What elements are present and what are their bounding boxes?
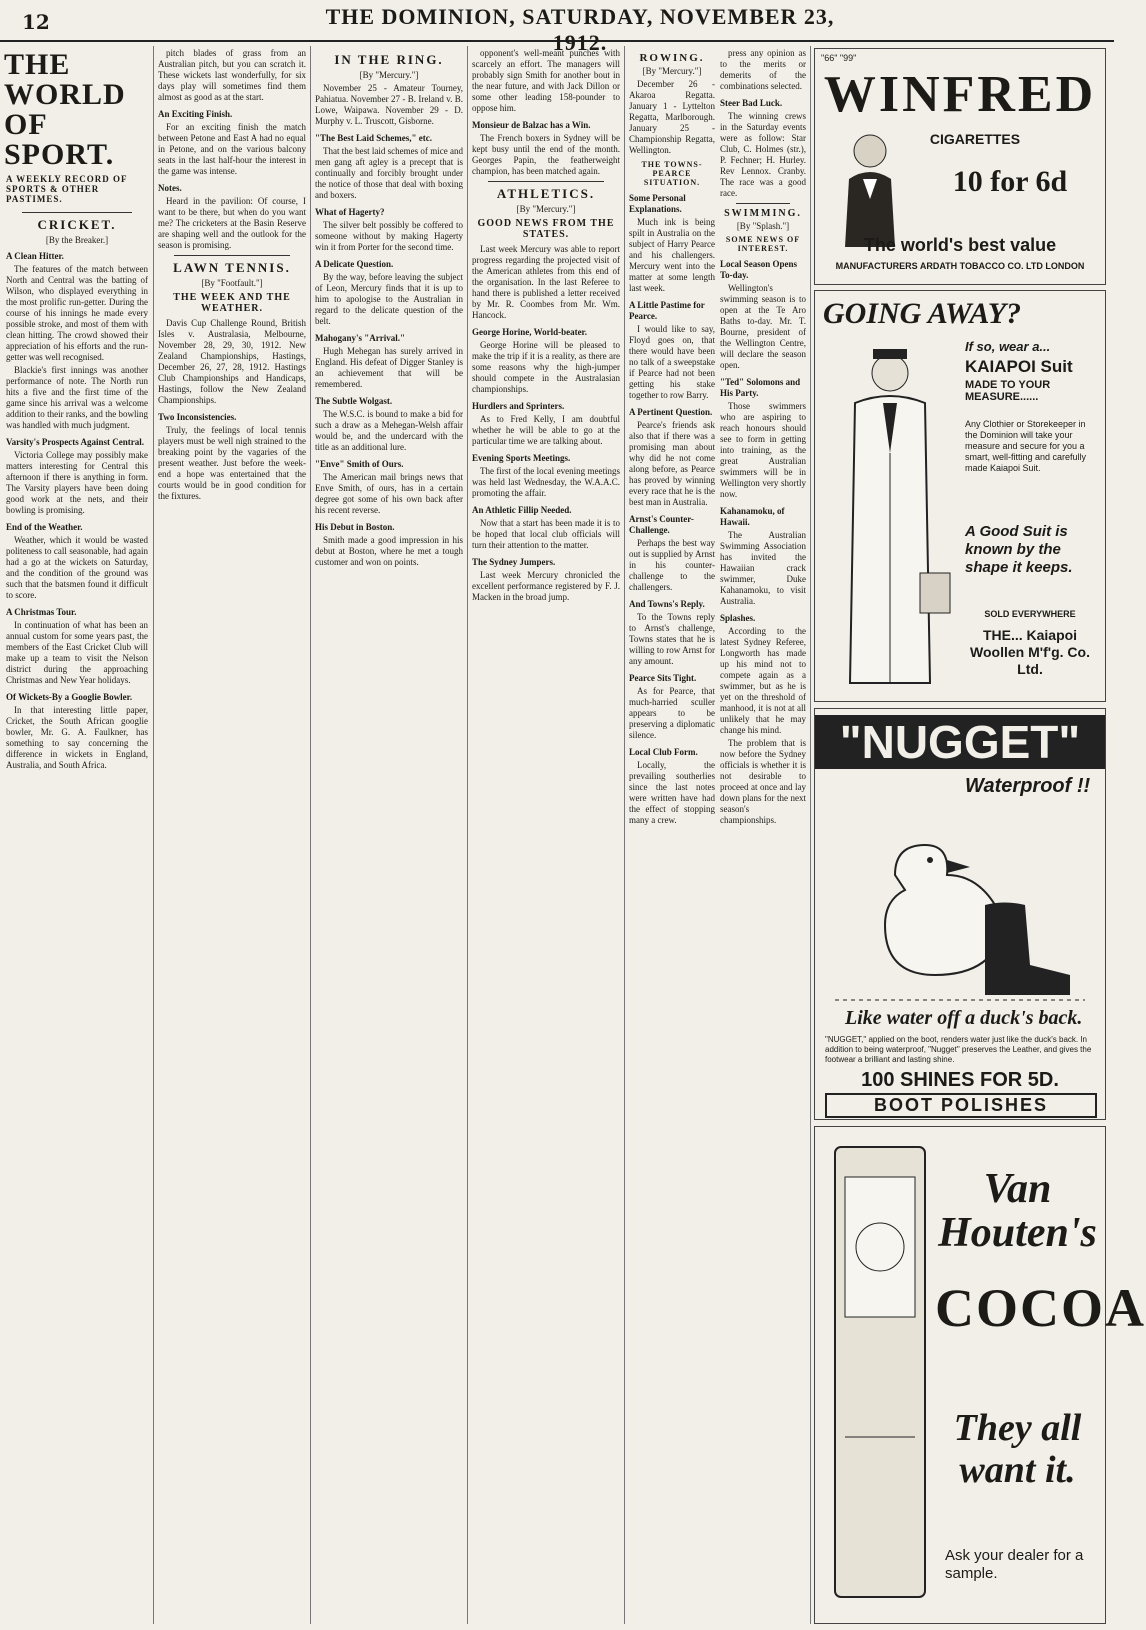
rowing-heading: ROWING. — [639, 52, 705, 64]
article-heading: An Athletic Fillip Needed. — [472, 505, 572, 515]
kaiapoi-sub2: KAIAPOI Suit — [965, 357, 1073, 376]
article-paragraph: press any opinion as to the merits or demerits of the combinations selected. — [720, 48, 806, 91]
article-heading: Varsity's Prospects Against Central. — [6, 437, 144, 447]
article-paragraph: The winning crews in the Saturday events were as follow: Star Club, C. Holmes (str.), P. Fechner; H. Hurley. Rev Lennox. Cranby. The race was a good race. — [720, 111, 806, 198]
page-number: 12 — [22, 10, 50, 34]
article-paragraph: The French boxers in Sydney will be kept busy until the end of the month. Georges Papin, the featherweight champion, has been matched again. — [472, 133, 620, 176]
column-5 — [629, 48, 715, 1624]
winfred-brand: WINFRED — [823, 66, 1097, 123]
article-paragraph: Much ink is being spilt in Australia on the subject of Harry Pearce and his challengers. Mercury went into the matter at some length last week. — [629, 217, 715, 293]
article-heading: "Ted" Solomons and His Party. — [720, 377, 801, 398]
column-1 — [6, 48, 148, 1624]
athletics-heading: ATHLETICS. — [496, 186, 596, 201]
kaiapoi-sold: SOLD EVERYWHERE — [984, 609, 1076, 619]
lawn-tennis-heading: LAWN TENNIS. — [173, 260, 291, 275]
athletics-subheading: GOOD NEWS FROM THE STATES. — [477, 218, 615, 240]
man-in-suit-icon — [825, 343, 955, 693]
kaiapoi-sub1: If so, wear a... — [965, 339, 1051, 354]
article-paragraph: Victoria College may possibly make matters interesting for Central this afternoon if there is anything in form. The Varsity players have been doing good work at the nets, and their bowling is promising. — [6, 450, 148, 515]
fixtures-list: Davis Cup Challenge Round, British Isles v. Australasia, Melbourne, November 28, 29, 30, 1912. New Zealand Championships, Hastings, December 26, 27, 28, 1912. Hastings Club Championships and Handicaps, Hastings, follow the New Zealand Championships. — [158, 318, 306, 405]
article-paragraph: As to Fred Kelly, I am doubtful whether he will be able to go at the particular time we are talking about. — [472, 414, 620, 446]
rowing-byline: [By "Mercury."] — [642, 66, 702, 76]
kaiapoi-headline: GOING AWAY? — [823, 297, 1022, 330]
swimming-byline: [By "Splash."] — [736, 221, 790, 231]
article-heading: What of Hagerty? — [315, 207, 385, 217]
article-heading: Two Inconsistencies. — [158, 412, 237, 422]
kaiapoi-maker: THE... Kaiapoi Woollen M'f'g. Co. Ltd. — [970, 627, 1090, 677]
winfred-price: 10 for 6d — [952, 165, 1068, 198]
article-paragraph: Blackie's first innings was another performance of note. The North run hits a five and the first time of the game since his arrival was a welcome addition to their ranks, and the bowling was handled with much judgment. — [6, 365, 148, 430]
article-heading: "The Best Laid Schemes," etc. — [315, 133, 432, 143]
kaiapoi-suit-ad — [814, 290, 1106, 702]
article-heading: A Clean Hitter. — [6, 251, 64, 261]
divider — [22, 212, 132, 213]
column-rule — [810, 46, 811, 1624]
article-paragraph: The features of the match between North and Central was the batting of Wilson, who displayed everything in the most prolific run-getter. During the course of his innings he made every possible stroke, and most of them with clean hitting. The crowd showed their appreciation of his efforts and the run-getter was well recognised. — [6, 264, 148, 362]
article-heading: And Towns's Reply. — [629, 599, 705, 609]
van-houten-tagline: They all want it. — [953, 1407, 1082, 1491]
article-heading: Arnst's Counter-Challenge. — [629, 514, 694, 535]
article-heading: Local Season Opens To-day. — [720, 259, 798, 280]
article-heading: A Delicate Question. — [315, 259, 394, 269]
article-paragraph: opponent's well-meant punches with scarcely an effort. The managers will probably sign Smith for another bout in the near future, and with Jack Dillon or some other leading 158-pounder to oppose him. — [472, 48, 620, 113]
nugget-script: Like water off a duck's back. — [845, 1007, 1083, 1029]
swimming-heading: SWIMMING. — [724, 208, 802, 219]
column-4 — [472, 48, 620, 1624]
article-paragraph: The problem that is now before the Sydney officials is whether it is not desirable to proceed at once and lay down plans for the next season's championships. — [720, 738, 806, 825]
cricket-byline: [By the Breaker.] — [45, 235, 109, 245]
article-heading: A Pertinent Question. — [629, 407, 713, 417]
article-paragraph: Pearce's friends ask also that if there was a promising man about why did he not come along before, as Pearce has proved by winning every race that he is the best man in Australia. — [629, 420, 715, 507]
masthead: THE DOMINION, SATURDAY, NOVEMBER 23, 1912. — [325, 4, 835, 55]
article-paragraph: As for Pearce, that much-harried sculler appears to be preserving a diplomatic silence. — [629, 686, 715, 740]
duck-and-boot-icon — [835, 805, 1085, 1005]
article-paragraph: pitch blades of grass from an Australian pitch, but you can scratch it. These wickets last wonderfully, for six days play will sometimes find them almost as good as at the start. — [158, 48, 306, 102]
article-paragraph: Perhaps the best way out is supplied by Arnst in his counter-challenge to the challengers. — [629, 538, 715, 592]
lawn-tennis-byline: [By "Footfault."] — [201, 278, 263, 288]
article-heading: End of the Weather. — [6, 522, 83, 532]
article-heading: The Sydney Jumpers. — [472, 557, 556, 567]
article-paragraph: Locally, the prevailing southerlies since the last notes were written have had the effect of stopping many a crew. — [629, 760, 715, 825]
column-2 — [158, 48, 306, 1624]
column-rule — [153, 46, 154, 1624]
van-houten-ask: Ask your dealer for a sample. — [945, 1547, 1084, 1582]
fixtures-list: November 25 - Amateur Tourney, Pahiatua. November 27 - B. Ireland v. B. Lowe, Waipawa. November 29 - D. Murphy v. L. Truscott, Gisborne. — [315, 83, 463, 126]
column-rule — [467, 46, 468, 1624]
ad-quote-marks: "66" "99" — [821, 53, 857, 63]
article-heading: The Subtle Wolgast. — [315, 396, 393, 406]
article-paragraph: In continuation of what has been an annual custom for some years past, the members of the East Cricket Club will make up a team to visit the Nelson district during the approaching Christmas and New Year holidays. — [6, 620, 148, 685]
article-heading: A Christmas Tour. — [6, 607, 77, 617]
van-houten-cocoa: COCOA — [935, 1278, 1146, 1338]
article-heading: "Enve" Smith of Ours. — [315, 459, 404, 469]
winfred-tagline: The world's best value — [863, 235, 1057, 255]
article-paragraph: George Horine will be pleased to make the trip if it is a reality, as there are some reasons why the high-jumper should compete in the Australasian championships. — [472, 340, 620, 394]
boxing-byline: [By "Mercury."] — [359, 70, 419, 80]
article-heading: Mahogany's "Arrival." — [315, 333, 405, 343]
article-paragraph: Those swimmers who are aspiring to reach honours should see to form in getting into training, as the great Australian swimmers will be in Wellington very shortly now. — [720, 401, 806, 499]
article-paragraph: Last week Mercury chronicled the excellent performance registered by F. J. Macken in the broad jump. — [472, 570, 620, 602]
article-heading: A Little Pastime for Pearce. — [629, 300, 705, 321]
van-houtens-cocoa-ad — [814, 1126, 1146, 1624]
article-paragraph: The silver belt possibly be coffered to someone without by making Hagerty win it from Porter for the second time. — [315, 220, 463, 252]
article-heading: Notes. — [158, 183, 182, 193]
article-paragraph: The first of the local evening meetings was held last Wednesday, the W.A.A.C. promoting the affair. — [472, 466, 620, 498]
nugget-brand: "NUGGET" — [815, 715, 1105, 769]
article-paragraph: Heard in the pavilion: Of course, I want to be there, but when do you want me? The cricketers at the Basin Reserve are shaping well and the outlook for the season is promising. — [158, 196, 306, 250]
section-masthead-subtitle: A WEEKLY RECORD OF SPORTS & OTHER PASTIMES. — [6, 174, 128, 204]
article-paragraph: Weather, which it would be wasted politeness to call seasonable, had again had a go at the wickets on Saturday, and the condition of the ground was such that the batsmen found it difficult to score. — [6, 535, 148, 600]
cricket-heading: CRICKET. — [37, 217, 117, 232]
article-paragraph: According to the latest Sydney Referee, Longworth has made up his mind not to compete again as a swimmer, but as he is yet on the threshold of manhood, it is not at all unlikely that he may change his mind. — [720, 626, 806, 735]
article-paragraph: Smith made a good impression in his debut at Boston, where he met a tough customer and won on points. — [315, 535, 463, 567]
nugget-boot-polishes: BOOT POLISHES — [825, 1093, 1097, 1118]
article-paragraph: I would like to say, Floyd goes on, that there would have been no talk of a sweepstake if Pearce had not been getting his stake together to row Barry. — [629, 324, 715, 400]
article-paragraph: For an exciting finish the match between Petone and East A had no equal in Petone, and on the various balcony seats in the last half-hour the interest in the game was intense. — [158, 122, 306, 176]
article-heading: Pearce Sits Tight. — [629, 673, 697, 683]
winfred-maker: MANUFACTURERS ARDATH TOBACCO CO. LTD LONDON — [835, 261, 1085, 271]
divider — [736, 203, 790, 204]
article-heading: His Debut in Boston. — [315, 522, 395, 532]
rowing-subheading: THE TOWNS-PEARCE SITUATION. — [641, 160, 703, 187]
article-heading: Some Personal Explanations. — [629, 193, 686, 214]
nugget-body: "NUGGET," applied on the boot, renders water just like the duck's back. In addition to being waterproof, "Nugget" preserves the Leather, and gives the footwear a brilliant and lasting shine. — [825, 1035, 1092, 1064]
section-masthead-title: THE WORLD OF SPORT. — [4, 48, 126, 171]
article-paragraph: The W.S.C. is bound to make a bid for such a draw as a Mehegan-Welsh affair would be, and the undercard with the title as an additional lure. — [315, 409, 463, 452]
winfred-cigarettes-label: CIGARETTES — [929, 131, 1021, 147]
article-paragraph: In that interesting little paper, Cricket, the South African googlie bowler, Mr. G. A. Faulkner, has something to say concerning the difference in wickets in England, Australia, and South Africa. — [6, 705, 148, 770]
article-paragraph: The American mail brings news that Enve Smith, of ours, has in a certain degree got some of his own back after his recent reverse. — [315, 472, 463, 515]
article-paragraph: Now that a start has been made it is to be hoped that local club officials will turn their attention to the matter. — [472, 518, 620, 550]
article-heading: Evening Sports Meetings. — [472, 453, 571, 463]
kaiapoi-slogan: A Good Suit is known by the shape it keeps. — [965, 523, 1073, 576]
article-paragraph: That the best laid schemes of mice and men gang aft agley is a precept that is continually and forcibly brought under the notice of those that deal with boxing and boxers. — [315, 146, 463, 200]
cocoa-tin-icon — [825, 1137, 935, 1607]
page-header — [0, 0, 1114, 55]
article-paragraph: To the Towns reply to Arnst's challenge, Towns states that he is willing to row Arnst for any amount. — [629, 612, 715, 666]
nugget-shines: 100 SHINES FOR 5D. — [861, 1069, 1059, 1091]
article-paragraph: Truly, the feelings of local tennis players must be well nigh strained to the breaking point by the vagaries of the present weather. Just before the week-end a hope was entertained that the courts would be in good condition for the fixtures. — [158, 425, 306, 501]
article-paragraph: By the way, before leaving the subject of Leon, Mercury finds that it is up to him to apologise to the Australian in regard to the delicate question of the belt. — [315, 272, 463, 326]
boxing-heading: IN THE RING. — [334, 52, 444, 67]
swimming-subheading: SOME NEWS OF INTEREST. — [725, 235, 801, 253]
fixtures-list: December 26 - Akaroa Regatta. January 1 - Lyttelton Regatta, Marlborough. January 25 - Championship Regatta, Wellington. — [629, 79, 715, 155]
gentleman-portrait-icon — [835, 129, 905, 249]
article-paragraph: Last week Mercury was able to report progress regarding the projected visit of the American athletes from this end of the organisation. In the last Referee to hand there is published a letter received by Mr. R. Coombes from Mr. Wm. Hancock. — [472, 244, 620, 320]
lawn-tennis-subheading: THE WEEK AND THE WEATHER. — [173, 292, 291, 314]
article-heading: Hurdlers and Sprinters. — [472, 401, 565, 411]
article-heading: Monsieur de Balzac has a Win. — [472, 120, 591, 130]
kaiapoi-sub3: MADE TO YOUR MEASURE...... — [965, 379, 1051, 403]
van-houten-brand: Van Houten's — [938, 1166, 1097, 1256]
athletics-byline: [By "Mercury."] — [516, 204, 576, 214]
kaiapoi-body: Any Clothier or Storekeeper in the Dominion will take your measure and secure for you a smart, well-fitting and carefully made Kaiapoi Suit. — [965, 419, 1087, 473]
article-heading: Splashes. — [720, 613, 756, 623]
article-heading: Steer Bad Luck. — [720, 98, 783, 108]
column-6 — [720, 48, 806, 1624]
column-rule — [310, 46, 311, 1624]
divider — [488, 181, 604, 182]
winfred-cigarettes-ad — [814, 48, 1106, 285]
divider — [174, 255, 290, 256]
nugget-waterproof: Waterproof !! — [965, 775, 1091, 797]
article-heading: Local Club Form. — [629, 747, 698, 757]
article-heading: George Horine, World-beater. — [472, 327, 587, 337]
nugget-polish-ad — [814, 708, 1106, 1120]
article-paragraph: Hugh Mehegan has surely arrived in England. His defeat of Digger Stanley is an achievement that will be remembered. — [315, 346, 463, 389]
article-paragraph: Wellington's swimming season is to open at the Te Aro Baths to-day. Mr. T. Bourne, president of the Wellington Centre, will declare the season open. — [720, 283, 806, 370]
column-rule — [624, 46, 625, 1624]
article-heading: Of Wickets-By a Googlie Bowler. — [6, 692, 133, 702]
article-paragraph: The Australian Swimming Association has invited the Hawaiian crack swimmer, Duke Kahanamoku, to visit Australia. — [720, 530, 806, 606]
article-heading: Kahanamoku, of Hawaii. — [720, 506, 785, 527]
column-3 — [315, 48, 463, 1624]
article-heading: An Exciting Finish. — [158, 109, 233, 119]
